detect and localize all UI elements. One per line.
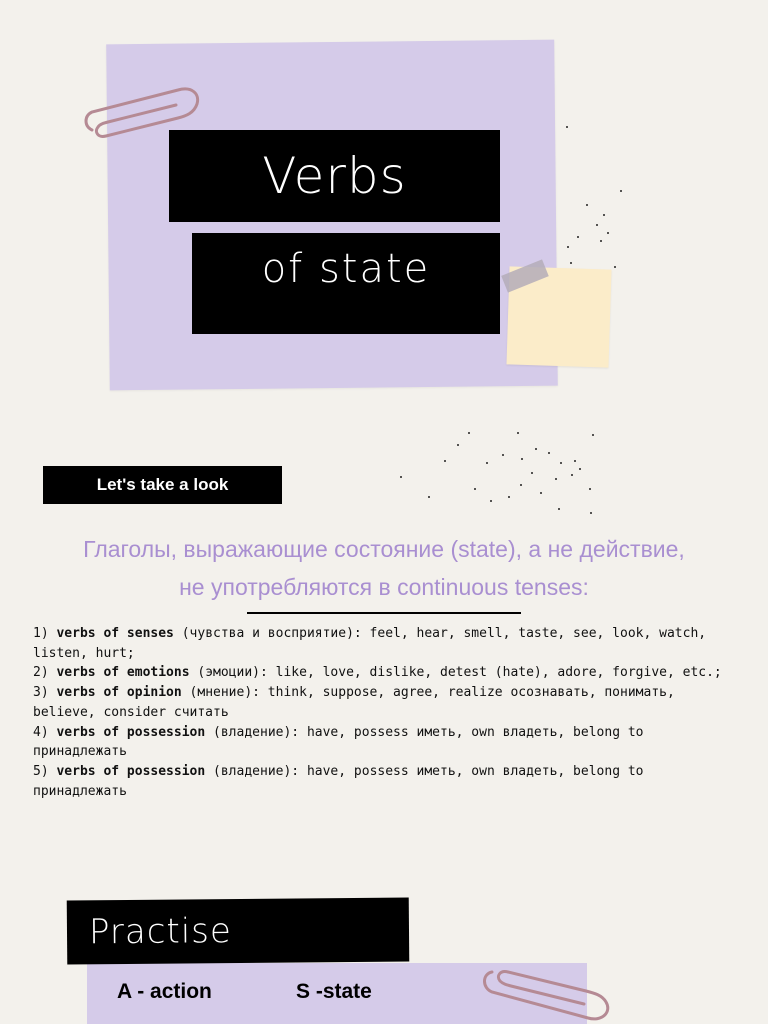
list-item: 5) verbs of possession (владение): have, possess иметь, own владеть, belong to принадлежать xyxy=(33,763,644,799)
page-title: Verbs xyxy=(262,147,407,205)
legend-action: A - action xyxy=(117,980,212,1003)
section-label-box xyxy=(43,466,282,504)
list-item: 1) verbs of senses (чувства и восприятие): feel, hear, smell, taste, see, look, watch, listen, hurt; xyxy=(33,626,707,661)
paperclip-icon xyxy=(478,962,618,1024)
list-item: 2) verbs of emotions (эмоции): like, love, dislike, detest (hate), adore, forgive, etc.; xyxy=(33,665,722,681)
legend-state: S -state xyxy=(296,980,372,1003)
heading-underline xyxy=(247,612,521,614)
verb-list xyxy=(33,624,733,801)
list-item: 4) verbs of possession (владение): have, possess иметь, own владеть, belong to принадлежать xyxy=(33,724,644,760)
rule-heading xyxy=(0,530,768,606)
title-box-bottom xyxy=(192,233,500,334)
section-label: Let's take a look xyxy=(96,475,229,494)
practise-title-box xyxy=(67,898,410,965)
page-subtitle: of state xyxy=(261,245,431,292)
list-item: 3) verbs of opinion (мнение): think, suppose, agree, realize осознавать, понимать, believe, consider считать xyxy=(33,685,675,720)
practise-title: Practise xyxy=(88,911,233,953)
title-box-top xyxy=(169,130,500,222)
rule-heading-line-1: Глаголы, выражающие состояние (state), а не действие, xyxy=(83,536,685,562)
rule-heading-line-2: не употребляются в continuous tenses: xyxy=(179,574,589,600)
